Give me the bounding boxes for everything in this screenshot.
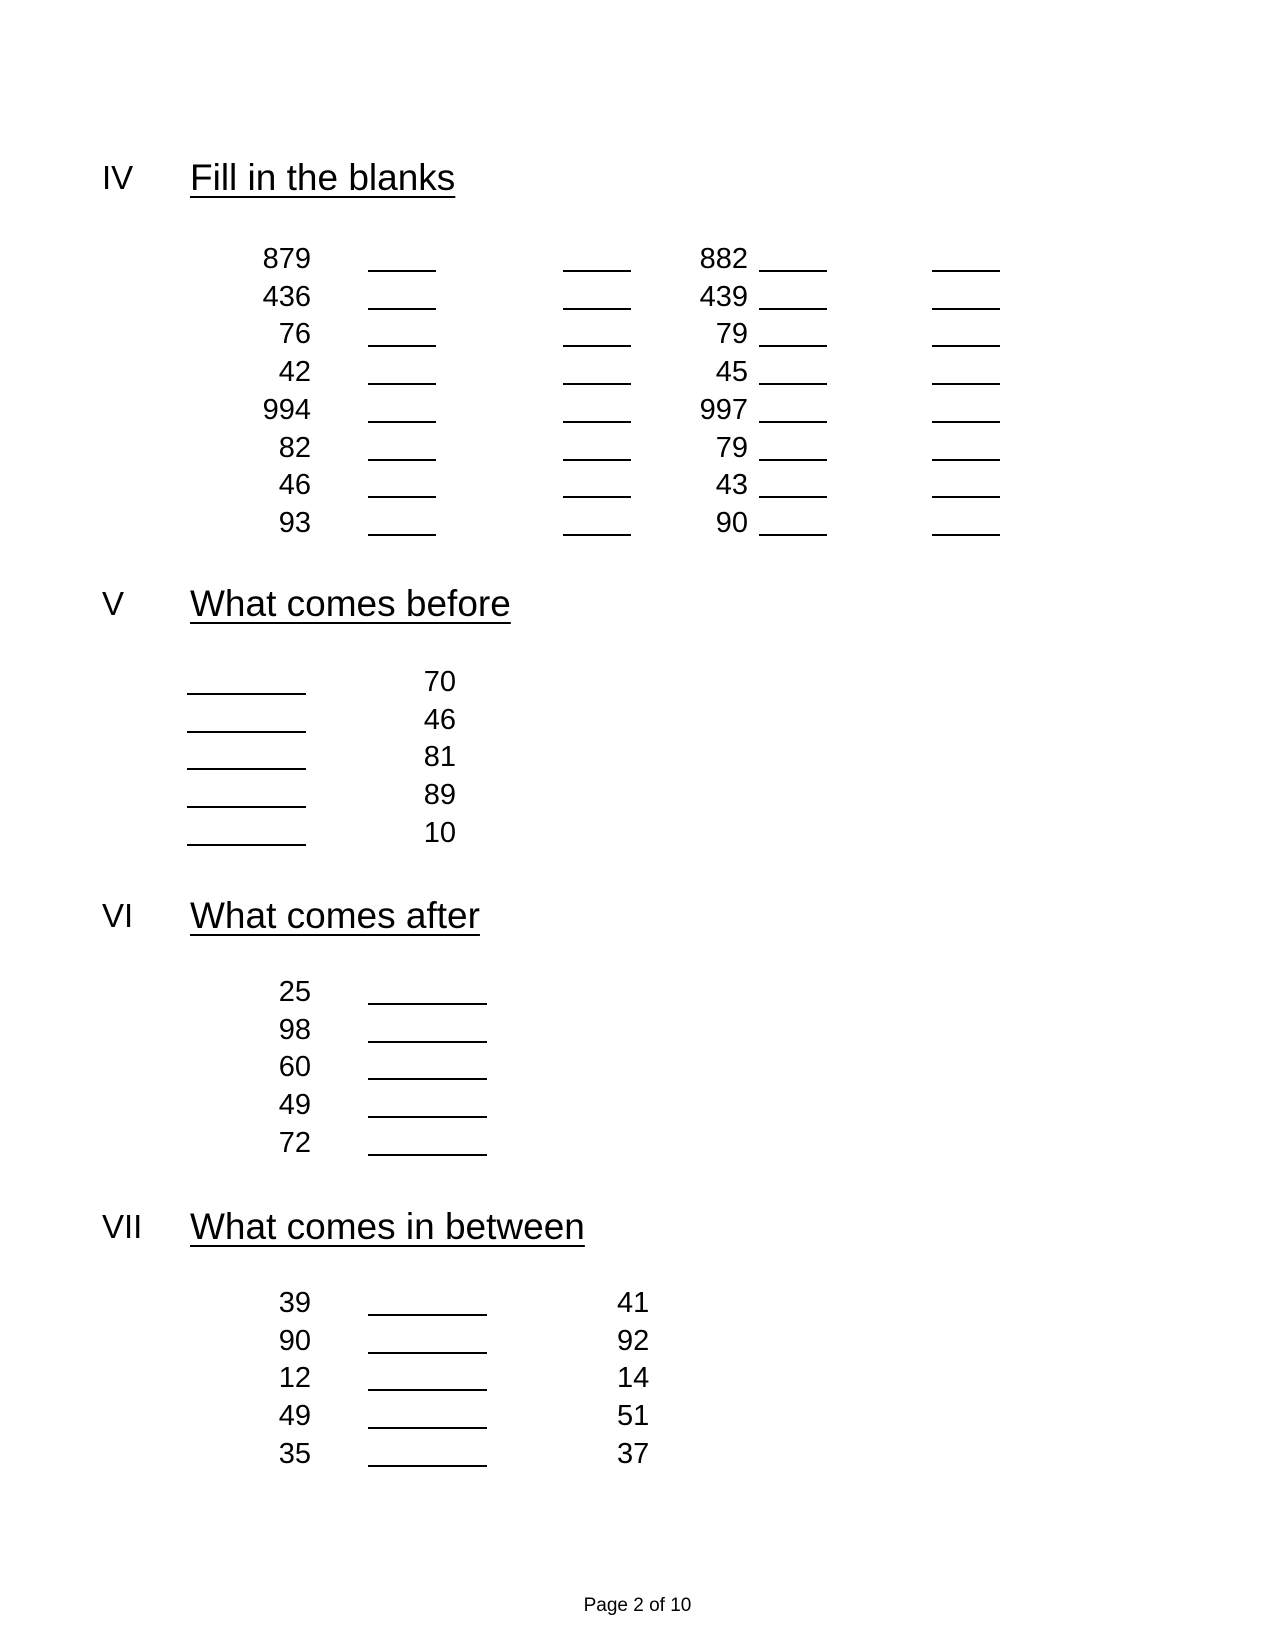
answer-blank[interactable] (759, 383, 827, 385)
answer-blank[interactable] (368, 1078, 487, 1080)
page-number: Page 2 of 10 (583, 1595, 692, 1616)
given-number: 25 (278, 976, 311, 1008)
answer-blank[interactable] (368, 308, 436, 310)
answer-blank[interactable] (759, 534, 827, 536)
answer-blank[interactable] (759, 345, 827, 347)
given-number: 997 (699, 393, 748, 426)
start-number: 994 (262, 393, 311, 426)
answer-blank[interactable] (368, 383, 436, 385)
upper-number: 14 (617, 1362, 650, 1395)
answer-blank[interactable] (932, 534, 1000, 536)
section-numeral: V (102, 585, 125, 622)
answer-blank[interactable] (932, 421, 1000, 423)
answer-blank[interactable] (563, 345, 631, 347)
lower-number: 39 (278, 1287, 311, 1319)
answer-blank[interactable] (563, 421, 631, 423)
answer-blank[interactable] (368, 1154, 487, 1156)
given-number: 79 (715, 431, 748, 464)
answer-blank[interactable] (368, 345, 436, 347)
given-number: 882 (699, 243, 748, 275)
answer-blank[interactable] (932, 459, 1000, 461)
given-number: 98 (278, 1013, 311, 1046)
answer-blank[interactable] (932, 496, 1000, 498)
given-number: 43 (715, 469, 748, 502)
answer-blank[interactable] (368, 496, 436, 498)
lower-number: 35 (278, 1437, 311, 1470)
start-number: 436 (262, 280, 311, 313)
answer-blank[interactable] (368, 459, 436, 461)
section-title: What comes after (190, 895, 480, 936)
answer-blank[interactable] (563, 383, 631, 385)
section-title: Fill in the blanks (190, 157, 456, 198)
answer-blank[interactable] (563, 496, 631, 498)
answer-blank[interactable] (187, 731, 306, 733)
answer-blank[interactable] (932, 270, 1000, 272)
answer-blank[interactable] (368, 1314, 487, 1316)
answer-blank[interactable] (932, 308, 1000, 310)
answer-blank[interactable] (759, 270, 827, 272)
start-number: 42 (278, 356, 311, 389)
answer-blank[interactable] (759, 421, 827, 423)
start-number: 46 (278, 469, 311, 502)
answer-blank[interactable] (563, 308, 631, 310)
upper-number: 92 (617, 1324, 650, 1357)
answer-blank[interactable] (563, 459, 631, 461)
start-number: 82 (278, 431, 311, 464)
upper-number: 41 (617, 1287, 650, 1319)
given-number: 10 (423, 816, 456, 849)
given-number: 70 (423, 666, 456, 698)
answer-blank[interactable] (368, 1003, 487, 1005)
given-number: 81 (423, 741, 456, 774)
given-number: 49 (278, 1089, 311, 1122)
given-number: 46 (423, 703, 456, 736)
start-number: 93 (278, 506, 311, 539)
answer-blank[interactable] (759, 496, 827, 498)
answer-blank[interactable] (187, 768, 306, 770)
answer-blank[interactable] (187, 844, 306, 846)
answer-blank[interactable] (368, 1465, 487, 1467)
answer-blank[interactable] (187, 806, 306, 808)
given-number: 79 (715, 318, 748, 351)
answer-blank[interactable] (759, 308, 827, 310)
answer-blank[interactable] (563, 534, 631, 536)
upper-number: 37 (617, 1437, 650, 1470)
answer-blank[interactable] (368, 1116, 487, 1118)
answer-blank[interactable] (932, 345, 1000, 347)
given-number: 72 (278, 1126, 311, 1159)
section-numeral: VI (102, 897, 134, 934)
lower-number: 12 (278, 1362, 311, 1395)
upper-number: 51 (617, 1400, 650, 1433)
given-number: 439 (699, 280, 748, 313)
section-numeral: IV (102, 159, 134, 196)
given-number: 90 (715, 506, 748, 539)
answer-blank[interactable] (368, 1041, 487, 1043)
answer-blank[interactable] (368, 1389, 487, 1391)
given-number: 60 (278, 1051, 311, 1084)
lower-number: 90 (278, 1324, 311, 1357)
answer-blank[interactable] (368, 1352, 487, 1354)
answer-blank[interactable] (368, 1427, 487, 1429)
section-title: What comes in between (190, 1206, 585, 1247)
answer-blank[interactable] (187, 693, 306, 695)
answer-blank[interactable] (932, 383, 1000, 385)
start-number: 76 (278, 318, 311, 351)
answer-blank[interactable] (368, 534, 436, 536)
answer-blank[interactable] (759, 459, 827, 461)
lower-number: 49 (278, 1400, 311, 1433)
answer-blank[interactable] (563, 270, 631, 272)
answer-blank[interactable] (368, 270, 436, 272)
section-numeral: VII (102, 1208, 143, 1245)
section-title: What comes before (190, 583, 511, 624)
given-number: 45 (715, 356, 748, 389)
given-number: 89 (423, 779, 456, 812)
start-number: 879 (262, 243, 311, 275)
answer-blank[interactable] (368, 421, 436, 423)
